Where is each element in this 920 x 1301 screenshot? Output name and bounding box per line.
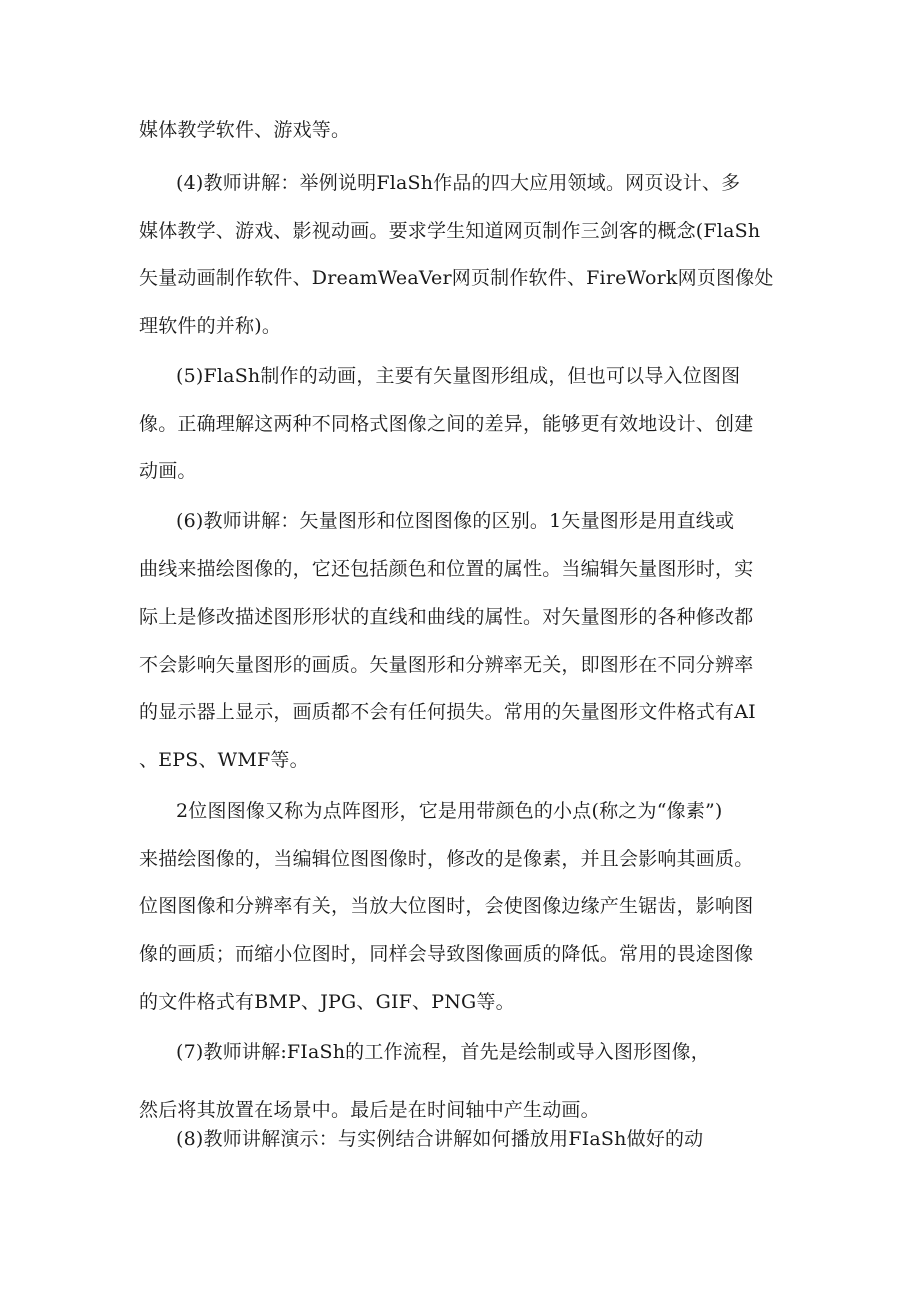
text-line: 媒体教学软件、游戏等。 [139, 119, 351, 141]
text-line: 然后将其放置在场景中。最后是在时间轴中产生动画。 [139, 1099, 600, 1121]
text-line: 曲线来描绘图像的，它还包括颜色和位置的属性。当编辑矢量图形时，实 [139, 558, 754, 580]
text-line: (7)教师讲解:FIaSh的工作流程，首先是绘制或导入图形图像， [176, 1041, 710, 1063]
text-line: 动画。 [139, 460, 197, 482]
text-line: (8)教师讲解演示：与实例结合讲解如何播放用FIaSh做好的动 [176, 1128, 704, 1150]
text-line: 的显示器上显示，画质都不会有任何损失。常用的矢量图形文件格式有AI [139, 701, 756, 723]
text-line: 媒体教学、游戏、影视动画。要求学生知道网页制作三剑客的概念(FlaSh [139, 220, 761, 242]
text-line: 、EPS、WMF等。 [139, 749, 309, 771]
text-line: 来描绘图像的，当编辑位图图像时，修改的是像素，并且会影响其画质。 [139, 848, 754, 870]
text-line: 理软件的并称)。 [139, 315, 282, 337]
text-line: 际上是修改描述图形形状的直线和曲线的属性。对矢量图形的各种修改都 [139, 606, 754, 628]
text-line: (5)FlaSh制作的动画，主要有矢量图形组成，但也可以导入位图图 [176, 365, 741, 387]
text-line: 位图图像和分辨率有关，当放大位图时，会使图像边缘产生锯齿，影响图 [139, 895, 754, 917]
text-line: 像的画质；而缩小位图时，同样会导致图像画质的降低。常用的畏途图像 [139, 943, 754, 965]
text-line: 像。正确理解这两种不同格式图像之间的差异，能够更有效地设计、创建 [139, 413, 754, 435]
text-line: 矢量动画制作软件、DreamWeaVer网页制作软件、FireWork网页图像处 [139, 267, 774, 289]
text-line: (4)教师讲解：举例说明FlaSh作品的四大应用领域。网页设计、多 [176, 172, 741, 194]
text-line: (6)教师讲解：矢量图形和位图图像的区别。1矢量图形是用直线或 [176, 510, 735, 532]
text-line: 2位图图像又称为点阵图形，它是用带颜色的小点(称之为“像素”) [176, 800, 723, 822]
text-line: 不会影响矢量图形的画质。矢量图形和分辨率无关，即图形在不同分辨率 [139, 654, 754, 676]
text-line: 的文件格式有BMP、JPG、GIF、PNG等。 [139, 991, 515, 1013]
